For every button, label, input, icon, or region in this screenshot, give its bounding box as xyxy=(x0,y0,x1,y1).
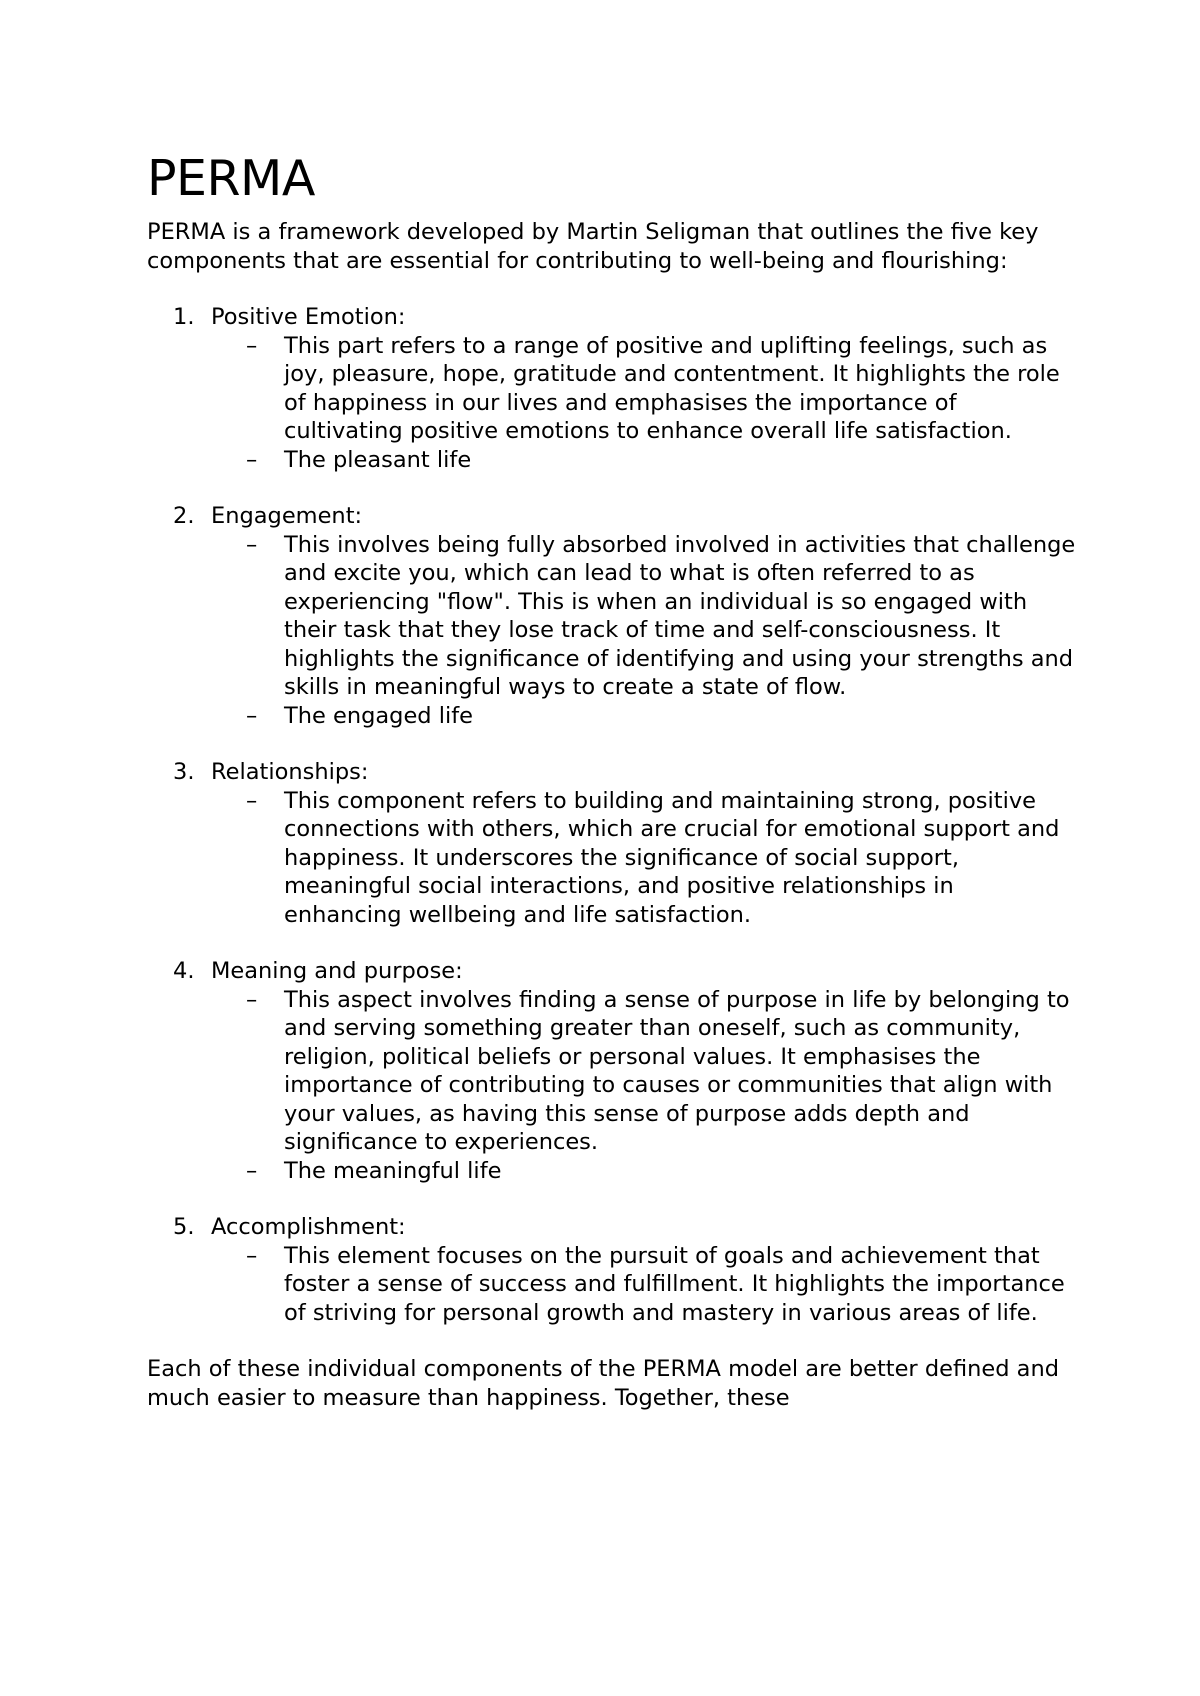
component-heading-row xyxy=(147,1213,1077,1242)
component-number: 2. xyxy=(173,503,195,529)
subpoint-text: This part refers to a range of positive and uplifting feelings, such as joy, pleasure, hope, gratitude and contentment. It highlights the role of happiness in our lives and emphasises the importance of cultivating positive emotions to enhance overall life satisfaction. xyxy=(284,332,1060,444)
subpoint-text: The engaged life xyxy=(284,702,473,729)
subpoint-item xyxy=(147,702,1077,731)
component-item xyxy=(147,502,1077,730)
document-page xyxy=(147,150,1077,1412)
subpoint-item xyxy=(147,446,1077,475)
component-heading-row xyxy=(147,957,1077,986)
subpoint-item xyxy=(147,1242,1077,1328)
component-heading: Relationships: xyxy=(211,759,369,785)
component-item xyxy=(147,1213,1077,1327)
component-item xyxy=(147,758,1077,929)
subpoint-item xyxy=(147,787,1077,930)
component-heading-row xyxy=(147,502,1077,531)
component-subpoints xyxy=(147,787,1077,930)
dash-bullet-icon: – xyxy=(246,1157,258,1184)
component-number: 1. xyxy=(173,304,195,330)
dash-bullet-icon: – xyxy=(246,332,258,359)
component-item xyxy=(147,957,1077,1185)
component-heading-row xyxy=(147,303,1077,332)
subpoint-item xyxy=(147,1157,1077,1186)
subpoint-item xyxy=(147,332,1077,446)
subpoint-text: This component refers to building and maintaining strong, positive connections with others, which are crucial for emotional support and happiness. It underscores the significance of social support, meaningful social interactions, and positive relationships in enhancing wellbeing and life satisfaction. xyxy=(284,787,1060,928)
component-subpoints xyxy=(147,1242,1077,1328)
dash-bullet-icon: – xyxy=(246,531,258,558)
component-heading: Positive Emotion: xyxy=(211,304,406,330)
subpoint-item xyxy=(147,986,1077,1157)
components-list xyxy=(147,303,1077,1327)
dash-bullet-icon: – xyxy=(246,986,258,1013)
document-title: PERMA xyxy=(147,150,315,207)
intro-paragraph: PERMA is a framework developed by Martin Seligman that outlines the five key components that are essential for contributing to well-being and flourishing: xyxy=(147,219,1039,274)
dash-bullet-icon: – xyxy=(246,702,258,729)
component-heading: Engagement: xyxy=(211,503,363,529)
component-subpoints xyxy=(147,531,1077,731)
subpoint-text: The meaningful life xyxy=(284,1157,502,1184)
component-heading: Accomplishment: xyxy=(211,1214,406,1240)
component-heading: Meaning and purpose: xyxy=(211,958,463,984)
subpoint-text: This aspect involves finding a sense of purpose in life by belonging to and serving something greater than oneself, such as community, religion, political beliefs or personal values. It emphasises the importance of contributing to causes or communities that align with your values, as having this sense of purpose adds depth and significance to experiences. xyxy=(284,986,1070,1155)
component-number: 3. xyxy=(173,759,195,785)
dash-bullet-icon: – xyxy=(246,446,258,473)
component-subpoints xyxy=(147,986,1077,1186)
subpoint-text: This involves being fully absorbed involved in activities that challenge and excite you, which can lead to what is often referred to as experiencing "flow". This is when an individual is so engaged with their task that they lose track of time and self-consciousness. It highlights the significance of identifying and using your strengths and skills in meaningful ways to create a state of flow. xyxy=(284,531,1076,700)
subpoint-text: This element focuses on the pursuit of goals and achievement that foster a sense of success and fulfillment. It highlights the importance of striving for personal growth and mastery in various areas of life. xyxy=(284,1242,1065,1326)
subpoint-text: The pleasant life xyxy=(284,446,472,473)
component-heading-row xyxy=(147,758,1077,787)
component-number: 5. xyxy=(173,1214,195,1240)
dash-bullet-icon: – xyxy=(246,787,258,814)
component-item xyxy=(147,303,1077,474)
closing-paragraph: Each of these individual components of the PERMA model are better defined and much easier to measure than happiness. Together, these xyxy=(147,1356,1059,1411)
component-number: 4. xyxy=(173,958,195,984)
subpoint-item xyxy=(147,531,1077,702)
dash-bullet-icon: – xyxy=(246,1242,258,1269)
component-subpoints xyxy=(147,332,1077,475)
